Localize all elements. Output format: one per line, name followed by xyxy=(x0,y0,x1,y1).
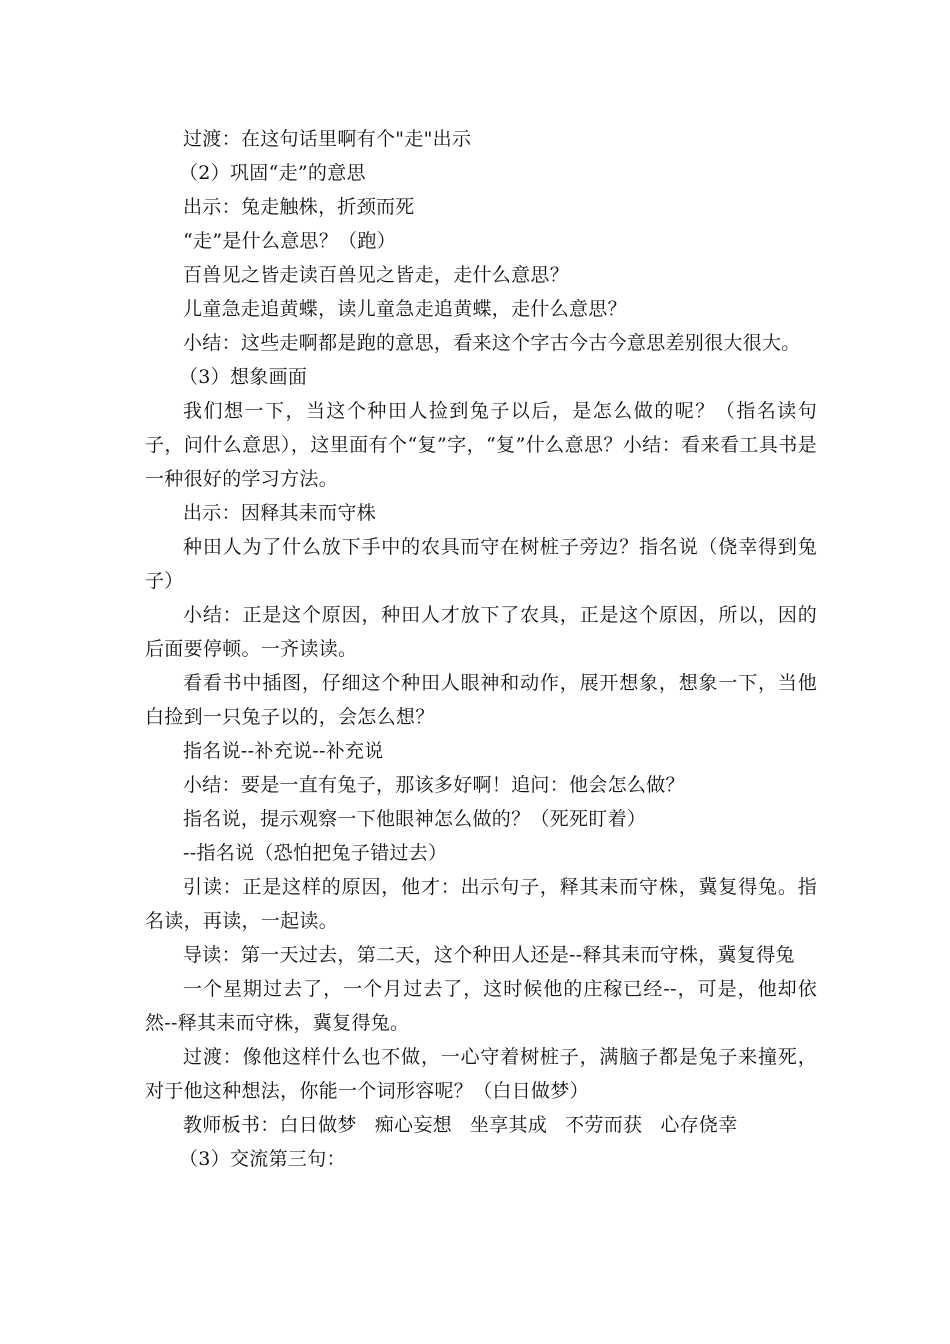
paragraph: 小结：要是一直有兔子，那该多好啊！追问：他会怎么做？ xyxy=(183,774,685,796)
paragraph: 过渡：在这句话里啊有个"走"出示 xyxy=(183,128,472,150)
paragraph: 一个星期过去了，一个月过去了，这时候他的庄稼已经--，可是，他却依然--释其耒而守株，冀复得兔。 xyxy=(145,978,817,1034)
section-heading: （2）巩固“走”的意思 xyxy=(179,162,366,184)
teacher-board-notes xyxy=(145,1108,817,1142)
board-label: 教师板书： xyxy=(183,1114,280,1136)
section-heading: （3）交流第三句： xyxy=(179,1148,346,1170)
paragraph: 种田人为了什么放下手中的农具而守在树桩子旁边？指名说（侥幸得到兔子） xyxy=(145,536,817,592)
section-heading: （3）想象画面 xyxy=(179,366,308,388)
paragraph: 我们想一下，当这个种田人捡到兔子以后，是怎么做的呢？（指名读句子，问什么意思），这里面有个“复”字，“复”什么意思？小结：看来看工具书是一种很好的学习方法。 xyxy=(145,400,817,490)
board-item: 不劳而获 xyxy=(565,1114,643,1136)
board-item: 坐享其成 xyxy=(469,1114,548,1136)
paragraph: 指名说--补充说--补充说 xyxy=(183,740,384,762)
paragraph: 导读：第一天过去，第二天，这个种田人还是--释其耒而守株，冀复得兔 xyxy=(183,944,795,966)
board-item: 白日做梦 xyxy=(279,1114,357,1136)
paragraph: 过渡：像他这样什么也不做，一心守着树桩子，满脑子都是兔子来撞死，对于他这种想法，你能一个词形容呢？（白日做梦） xyxy=(145,1046,817,1102)
paragraph: 百兽见之皆走读百兽见之皆走，走什么意思？ xyxy=(183,264,570,286)
document-body xyxy=(145,122,817,1176)
paragraph: 小结：这些走啊都是跑的意思，看来这个字古今古今意思差别很大很大。 xyxy=(183,332,801,354)
paragraph: 指名说，提示观察一下他眼神怎么做的？（死死盯着） xyxy=(183,808,647,830)
paragraph: 看看书中插图，仔细这个种田人眼神和动作，展开想象，想象一下，当他白捡到一只兔子以的，会怎么想？ xyxy=(145,672,817,728)
paragraph: 引读：正是这样的原因，他才：出示句子，释其耒而守株，冀复得兔。指名读，再读，一起读。 xyxy=(145,876,817,932)
paragraph: 出示：因释其耒而守株 xyxy=(183,502,377,524)
paragraph: --指名说（恐怕把兔子错过去） xyxy=(183,842,448,864)
paragraph: 小结：正是这个原因，种田人才放下了农具，正是这个原因，所以，因的后面要停顿。一齐读读。 xyxy=(145,604,817,660)
paragraph: “走”是什么意思？（跑） xyxy=(183,230,397,252)
paragraph: 儿童急走追黄蝶，读儿童急走追黄蝶，走什么意思？ xyxy=(183,298,627,320)
board-item: 心存侥幸 xyxy=(660,1114,738,1136)
board-item: 痴心妄想 xyxy=(374,1114,452,1136)
paragraph: 出示：兔走触株，折颈而死 xyxy=(183,196,415,218)
